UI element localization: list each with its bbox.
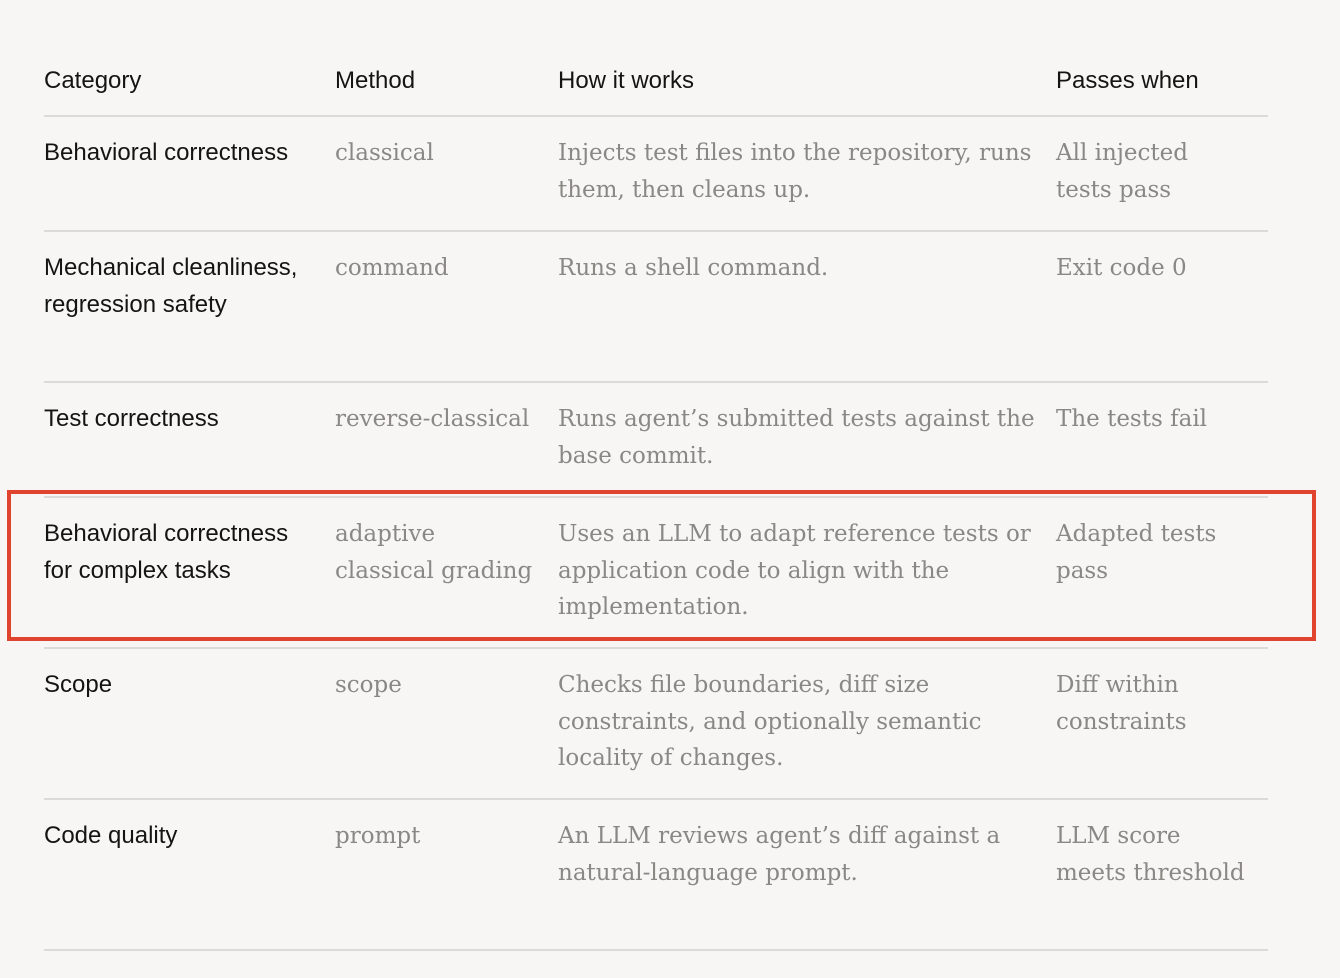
row-how-it-works: Injects test files into the repository, runs them, then cleans up.	[558, 140, 1032, 203]
row-passes-when: LLM score meets threshold	[1056, 823, 1245, 886]
table-row	[44, 649, 1268, 800]
row-passes-when: Diff within constraints	[1056, 672, 1187, 735]
row-category: Mechanical cleanliness, regression safety	[44, 254, 298, 318]
row-method: command	[335, 255, 449, 281]
row-how-it-works: An LLM reviews agent’s diff against a natural-language prompt.	[558, 823, 1001, 886]
row-how-it-works: Checks file boundaries, diff size constraints, and optionally semantic locality of changes.	[558, 672, 982, 771]
table-row	[44, 232, 1268, 383]
row-passes-when: Adapted tests pass	[1056, 521, 1217, 584]
table-row	[44, 800, 1268, 951]
table-row-highlighted	[44, 498, 1268, 649]
row-category: Test correctness	[44, 405, 219, 432]
header-category: Category	[44, 67, 142, 94]
header-passes-when: Passes when	[1056, 67, 1199, 94]
grading-methods-table	[44, 44, 1268, 951]
row-category: Behavioral correctness for complex tasks	[44, 520, 289, 584]
row-passes-when: The tests fail	[1056, 406, 1208, 432]
header-how-it-works: How it works	[558, 67, 695, 94]
row-category: Behavioral correctness	[44, 139, 289, 166]
table-row	[44, 117, 1268, 232]
table-row	[44, 383, 1268, 498]
row-method: prompt	[335, 823, 421, 849]
row-category: Scope	[44, 671, 113, 698]
row-passes-when: Exit code 0	[1056, 255, 1187, 281]
row-how-it-works: Runs agent’s submitted tests against the base commit.	[558, 406, 1035, 469]
row-method: reverse-classical	[335, 406, 530, 432]
row-method: scope	[335, 672, 402, 698]
row-category: Code quality	[44, 822, 178, 849]
row-method: classical	[335, 140, 434, 166]
row-how-it-works: Uses an LLM to adapt reference tests or application code to align with the implementation.	[558, 521, 1031, 620]
row-how-it-works: Runs a shell command.	[558, 255, 829, 281]
row-passes-when: All injected tests pass	[1056, 140, 1189, 203]
row-method: adaptive classical grading	[335, 521, 533, 584]
header-method: Method	[335, 67, 416, 94]
table-header-row	[44, 44, 1268, 117]
